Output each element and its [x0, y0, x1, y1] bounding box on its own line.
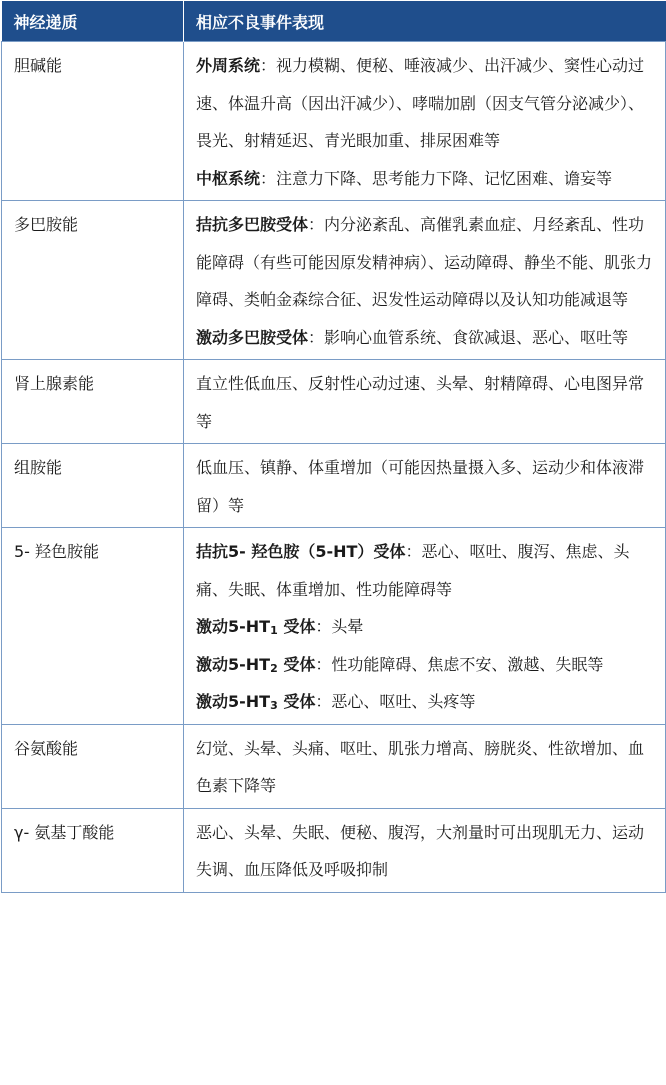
event-segment [196, 533, 659, 608]
event-text: ：影响心血管系统、食欲减退、恶心、呕吐等 [308, 327, 629, 347]
adverse-events-cell [184, 808, 666, 892]
event-text: 直立性低血压、反射性心动过速、头晕、射精障碍、心电图异常等 [196, 374, 645, 431]
event-segment [196, 608, 659, 646]
category-label: 中枢系统 [196, 168, 261, 188]
receptor-subtype: 2 [270, 661, 278, 675]
event-text: ：恶心、呕吐、头疼等 [315, 692, 476, 711]
category-label: 拮抗5- 羟色胺（5-HT）受体 [196, 542, 406, 561]
event-text: ：注意力下降、思考能力下降、记忆困难、谵妄等 [260, 168, 613, 188]
event-text: ：恶心、呕吐、腹泻、焦虑、头痛、失眠、体重增加、性功能障碍等 [196, 542, 630, 599]
neurotransmitter-cell: 多巴胺能 [2, 201, 184, 360]
table-row [2, 528, 666, 725]
event-segment [196, 365, 659, 440]
category-label: 激动多巴胺受体 [196, 327, 309, 347]
event-text: ：头晕 [315, 617, 364, 636]
event-segment [196, 730, 659, 805]
adverse-events-cell [184, 444, 666, 528]
category-label-suffix: 受体 [277, 617, 316, 636]
receptor-subtype: 1 [270, 624, 278, 637]
category-label: 拮抗多巴胺受体 [196, 215, 309, 234]
event-segment [196, 814, 659, 889]
adverse-events-table [1, 1, 666, 893]
category-label-suffix: 受体 [277, 692, 316, 711]
adverse-events-cell [184, 724, 666, 808]
header-adverse-events: 相应不良事件表现 [184, 1, 666, 42]
adverse-events-cell [184, 42, 666, 201]
header-neurotransmitter: 神经递质 [2, 1, 184, 42]
event-segment [196, 47, 659, 160]
category-label: 激动5-HT [196, 692, 271, 711]
event-segment [196, 646, 659, 684]
adverse-events-cell [184, 528, 666, 725]
table-row [2, 201, 666, 360]
table-row [2, 360, 666, 444]
event-text: ：性功能障碍、焦虑不安、激越、失眠等 [315, 654, 604, 674]
event-text: 恶心、头晕、失眠、便秘、腹泻，大剂量时可出现肌无力、运动失调、血压降低及呼吸抑制 [196, 822, 645, 879]
adverse-events-cell [184, 201, 666, 360]
event-text: ：内分泌紊乱、高催乳素血症、月经紊乱、性功能障碍（有些可能因原发精神病）、运动障碍、静坐不能、肌张力障碍、类帕金森综合征、迟发性运动障碍以及认知功能减退等 [196, 215, 653, 309]
neurotransmitter-cell: 组胺能 [2, 444, 184, 528]
receptor-subtype: 3 [270, 699, 278, 712]
event-text: 低血压、镇静、体重增加（可能因热量摄入多、运动少和体液滞留）等 [196, 458, 645, 515]
neurotransmitter-cell: γ- 氨基丁酸能 [2, 808, 184, 892]
category-label: 激动5-HT [196, 617, 271, 636]
event-segment [196, 319, 659, 357]
table-row [2, 42, 666, 201]
neurotransmitter-cell: 胆碱能 [2, 42, 184, 201]
neurotransmitter-cell: 肾上腺素能 [2, 360, 184, 444]
table-row [2, 808, 666, 892]
event-segment [196, 683, 659, 721]
category-label: 激动5-HT [196, 654, 271, 674]
adverse-events-cell [184, 360, 666, 444]
table-row [2, 724, 666, 808]
event-text: ：视力模糊、便秘、唾液减少、出汗减少、窦性心动过速、体温升高（因出汗减少）、哮喘加剧（因支气管分泌减少）、畏光、射精延迟、青光眼加重、排尿困难等 [196, 56, 645, 150]
category-label: 外周系统 [196, 56, 261, 75]
table-header-row [2, 1, 666, 42]
event-segment [196, 160, 659, 198]
event-segment [196, 206, 659, 319]
table-row [2, 444, 666, 528]
neurotransmitter-cell: 5- 羟色胺能 [2, 528, 184, 725]
neurotransmitter-cell: 谷氨酸能 [2, 724, 184, 808]
event-segment [196, 449, 659, 524]
event-text: 幻觉、头晕、头痛、呕吐、肌张力增高、膀胱炎、性欲增加、血色素下降等 [196, 738, 645, 795]
category-label-suffix: 受体 [277, 654, 316, 674]
